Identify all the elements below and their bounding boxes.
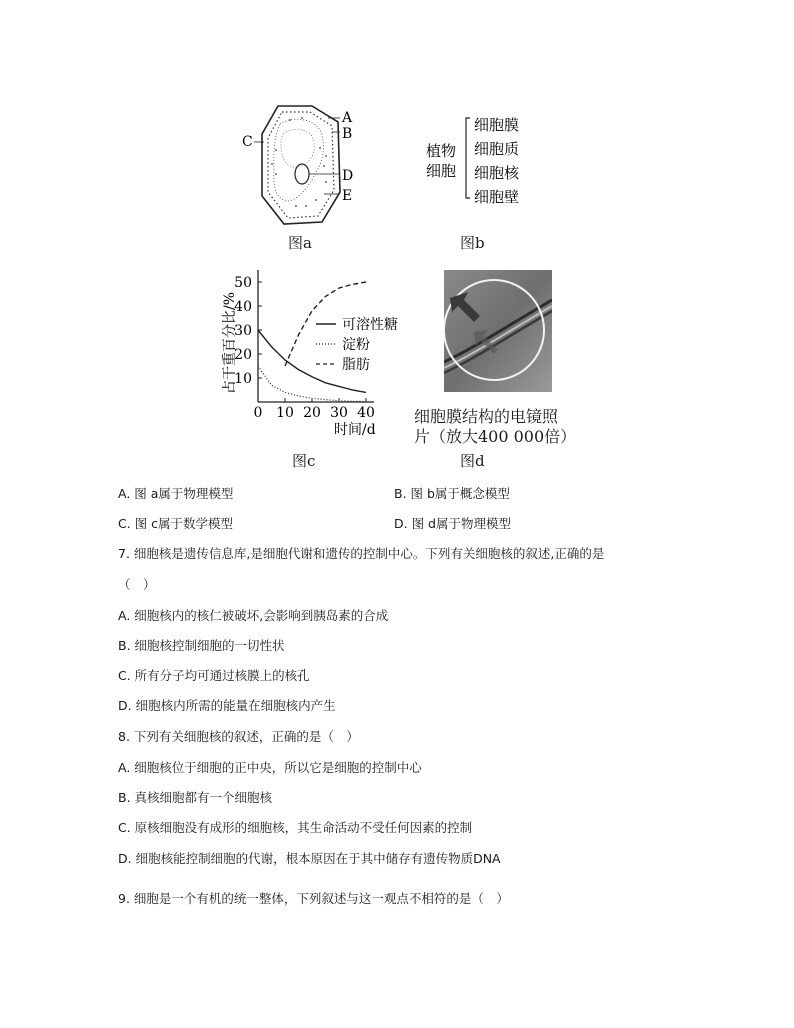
- x-tick-label: 20: [303, 405, 321, 421]
- x-tick-label: 0: [253, 405, 263, 421]
- q6-option-d: D. 图 d属于物理模型: [394, 516, 511, 531]
- q7-option-a: A. 细胞核内的核仁被破坏,会影响到胰岛素的合成: [118, 608, 389, 623]
- x-axis-label: 时间/d: [334, 422, 376, 438]
- item-cytoplasm: 细胞质: [474, 140, 520, 158]
- y-tick-label: 10: [234, 371, 252, 387]
- figure-b-concept-map: [424, 108, 544, 212]
- y-tick-label: 50: [234, 275, 252, 291]
- label-a: A: [342, 110, 353, 126]
- q7-option-c: C. 所有分子均可通过核膜上的核孔: [118, 668, 310, 683]
- plant-label-line2: 细胞: [426, 162, 457, 180]
- item-nucleus: 细胞核: [474, 164, 520, 182]
- label-e: E: [342, 188, 353, 204]
- brace: [466, 118, 470, 198]
- figure-d-description-2: 片（放大400 000倍）: [414, 427, 577, 446]
- figure-c-caption: 图c: [292, 452, 316, 470]
- cytoplasm-dots: [271, 117, 327, 207]
- y-tick-label: 40: [234, 299, 252, 315]
- chart-legend: [316, 316, 398, 373]
- figure-c-line-chart: [212, 262, 402, 442]
- y-tick-label: 20: [234, 347, 252, 363]
- legend-soluble-sugar: 可溶性糖: [342, 317, 398, 333]
- q6-option-c: C. 图 c属于数学模型: [118, 516, 234, 531]
- item-cell-membrane: 细胞膜: [474, 116, 520, 134]
- figure-d-caption: 图d: [460, 452, 485, 470]
- q8-option-a: A. 细胞核位于细胞的正中央，所以它是细胞的控制中心: [118, 760, 422, 775]
- q7-option-d: D. 细胞核内所需的能量在细胞核内产生: [118, 698, 336, 713]
- q9-stem: 9. 细胞是一个有机的统一整体，下列叙述与这一观点不相符的是（ ）: [118, 891, 509, 906]
- q8-stem: 8. 下列有关细胞核的叙述，正确的是（ ）: [118, 729, 359, 744]
- plant-label-line1: 植物: [426, 142, 457, 160]
- legend-fat: 脂肪: [342, 357, 370, 373]
- label-b: B: [342, 126, 353, 142]
- q6-option-b: B. 图 b属于概念模型: [394, 486, 510, 501]
- q7-answer-paren: （ ）: [118, 577, 156, 592]
- vacuole-inner: [281, 129, 315, 167]
- vacuole-outline: [274, 119, 324, 201]
- figure-a-cell-diagram: [240, 100, 370, 230]
- q8-option-d: D. 细胞核能控制细胞的代谢，根本原因在于其中储存有遗传物质DNA: [118, 851, 501, 866]
- q8-option-b: B. 真核细胞都有一个细胞核: [118, 790, 273, 805]
- figure-d-description-1: 细胞膜结构的电镜照: [414, 407, 559, 426]
- y-tick-label: 30: [234, 323, 252, 339]
- figure-d-micrograph: [444, 270, 552, 392]
- x-tick-label: 40: [357, 405, 375, 421]
- figure-b-caption: 图b: [460, 234, 485, 252]
- label-c: C: [242, 134, 253, 150]
- q6-option-a: A. 图 a属于物理模型: [118, 486, 234, 501]
- figure-a-caption: 图a: [288, 234, 312, 252]
- x-tick-label: 30: [330, 405, 348, 421]
- q7-option-b: B. 细胞核控制细胞的一切性状: [118, 638, 285, 653]
- cell-wall-outline: [262, 106, 340, 224]
- item-cell-wall: 细胞壁: [474, 188, 520, 206]
- y-axis-label: 占干重百分比/%: [222, 291, 238, 394]
- x-tick-label: 10: [276, 405, 294, 421]
- label-d: D: [342, 168, 354, 184]
- legend-starch: 淀粉: [342, 337, 370, 353]
- nucleus: [295, 164, 309, 184]
- q7-stem: 7. 细胞核是遗传信息库,是细胞代谢和遗传的控制中心。下列有关细胞核的叙述,正确的是: [118, 546, 605, 561]
- q8-option-c: C. 原核细胞没有成形的细胞核，其生命活动不受任何因素的控制: [118, 820, 473, 835]
